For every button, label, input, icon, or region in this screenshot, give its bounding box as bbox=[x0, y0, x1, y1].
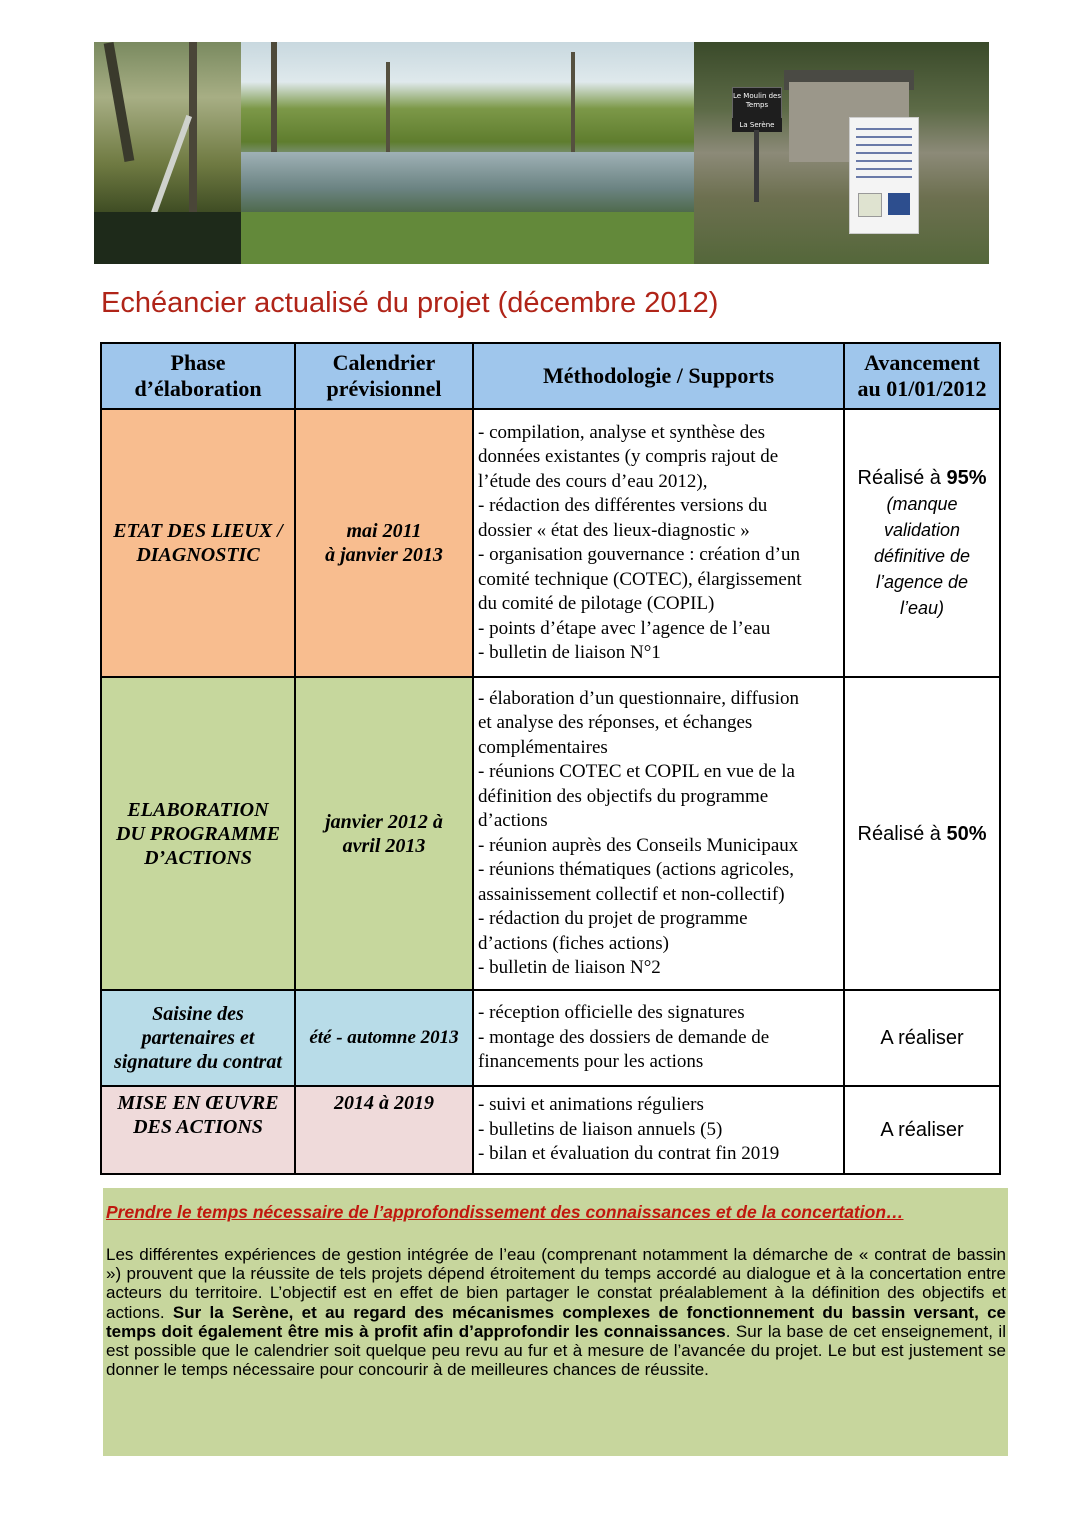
method-line: dossier « état des lieux-diagnostic » bbox=[478, 519, 750, 541]
note-body: Les différentes expériences de gestion intégrée de l’eau (comprenant notamment la démarche de « contrat de bassin ») prouvent que la réussite de tels projets dépend étroitement du temps accordé au dialogue et à la concertation entre acteurs du territoire. L’objectif est en effet de bien partager le constat préalablement à la définition des objectifs et actions. Sur la Serène, et au regard des mécanismes complexes de fonctionnement du bassin versant, ce temps doit également être mis à profit afin d’approfondir les connaissances. Sur la base de cet enseignement, il est possible que le calendrier soit quelque peu revu au fur et à mesure de l’avancée du projet. Le but est justement se donner le temps nécessaire pour concourir à de meilleures chances de réussite. bbox=[106, 1245, 1006, 1380]
method-line: - organisation gouvernance : création d’un bbox=[478, 544, 801, 565]
method-line: financements pour les actions bbox=[478, 1051, 704, 1073]
method-line: - réunion auprès des Conseils Municipaux bbox=[478, 834, 799, 856]
method-line: l’étude des cours d’eau 2012), bbox=[478, 470, 708, 492]
schedule-table bbox=[100, 342, 1001, 1175]
methods-cell bbox=[473, 1086, 844, 1174]
header-progress-line1: Avancement bbox=[864, 350, 980, 375]
photo-banner bbox=[94, 42, 989, 264]
method-line: - bulletins de liaison annuels (5) bbox=[478, 1118, 723, 1140]
phase-line: DU PROGRAMME bbox=[116, 822, 280, 845]
progress-percent: 50% bbox=[946, 822, 987, 845]
calendar-cell bbox=[295, 1086, 473, 1174]
table-row bbox=[101, 1086, 1000, 1174]
method-line: d’actions (fiches actions) bbox=[478, 932, 669, 954]
phase-cell bbox=[101, 990, 295, 1086]
phase-cell bbox=[101, 677, 295, 990]
method-line: et analyse des réponses, et échanges bbox=[478, 712, 753, 733]
table-row bbox=[101, 409, 1000, 677]
phase-cell bbox=[101, 409, 295, 677]
progress-status: Réalisé à 95% bbox=[857, 467, 987, 489]
calendar-line: mai 2011 bbox=[346, 520, 422, 542]
method-line: - bulletin de liaison N°2 bbox=[478, 957, 661, 978]
method-line: - réunions thématiques (actions agricoles, bbox=[478, 859, 795, 880]
methods-cell bbox=[473, 409, 844, 677]
header-calendar-line1: Calendrier bbox=[332, 350, 436, 375]
photo-mill-sign bbox=[694, 42, 989, 264]
progress-cell bbox=[844, 409, 1000, 677]
method-line: - compilation, analyse et synthèse des bbox=[478, 421, 766, 443]
method-line: - bilan et évaluation du contrat fin 2019 bbox=[478, 1143, 780, 1165]
table-header-row bbox=[101, 343, 1000, 409]
method-line: complémentaires bbox=[478, 736, 608, 758]
method-line: - montage des dossiers de demande de bbox=[478, 1026, 770, 1048]
progress-cell: A réaliser bbox=[844, 1086, 1000, 1174]
photo-river-bank bbox=[94, 42, 241, 264]
phase-cell bbox=[101, 1086, 295, 1174]
calendar-cell bbox=[295, 409, 473, 677]
calendar-cell bbox=[295, 990, 473, 1086]
method-line: définition des objectifs du programme bbox=[478, 785, 769, 807]
progress-note: (manque validation définitive de l’agence de l’eau) bbox=[873, 494, 971, 618]
method-line: d’actions bbox=[478, 810, 548, 831]
header-phase bbox=[101, 343, 295, 409]
method-line: - réception officielle des signatures bbox=[478, 1002, 745, 1024]
header-phase-line2: d’élaboration bbox=[134, 376, 262, 401]
method-line: - élaboration d’un questionnaire, diffusion bbox=[478, 687, 799, 709]
highlight-note-box bbox=[103, 1188, 1008, 1456]
mill-sign: Le Moulin des Temps bbox=[732, 87, 782, 123]
method-line: - points d’étape avec l’agence de l’eau bbox=[478, 617, 771, 639]
page-title: Echéancier actualisé du projet (décembre 2012) bbox=[101, 287, 719, 319]
progress-percent: 95% bbox=[946, 467, 987, 489]
table-row bbox=[101, 677, 1000, 990]
information-panel bbox=[849, 117, 919, 234]
header-calendar-line2: prévisionnel bbox=[326, 376, 442, 401]
method-line: - rédaction des différentes versions du bbox=[478, 495, 768, 516]
progress-cell: A réaliser bbox=[844, 990, 1000, 1086]
note-emphasis: Sur la Serène, et au regard des mécanismes complexes de fonctionnement du bassin versant, ce temps doit également être mis à profit afin d’approfondir les connaissances bbox=[106, 1302, 1006, 1341]
phase-line: ELABORATION bbox=[127, 798, 269, 821]
note-heading: Prendre le temps nécessaire de l’approfondissement des connaissances et de la concertation… bbox=[106, 1202, 904, 1222]
calendar-line: 2014 à 2019 bbox=[334, 1092, 434, 1114]
methods-cell bbox=[473, 677, 844, 990]
header-methods: Méthodologie / Supports bbox=[473, 343, 844, 409]
phase-line: DIAGNOSTIC bbox=[136, 544, 260, 566]
calendar-cell bbox=[295, 677, 473, 990]
calendar-line: été - automne 2013 bbox=[309, 1027, 459, 1048]
calendar-line: avril 2013 bbox=[342, 834, 426, 857]
methods-cell bbox=[473, 990, 844, 1086]
phase-line: MISE EN ŒUVRE bbox=[117, 1092, 279, 1114]
header-phase-line1: Phase bbox=[170, 350, 226, 375]
progress-cell bbox=[844, 677, 1000, 990]
river-sign: La Serène bbox=[732, 118, 782, 132]
photo-lake bbox=[241, 42, 694, 264]
phase-line: D’ACTIONS bbox=[144, 846, 252, 869]
header-progress bbox=[844, 343, 1000, 409]
method-line: du comité de pilotage (COPIL) bbox=[478, 593, 715, 614]
calendar-line: janvier 2012 à bbox=[325, 810, 443, 833]
phase-line: partenaires et bbox=[141, 1027, 255, 1049]
table-row bbox=[101, 990, 1000, 1086]
method-line: comité technique (COTEC), élargissement bbox=[478, 568, 802, 590]
method-line: - rédaction du projet de programme bbox=[478, 908, 748, 929]
phase-line: Saisine des bbox=[152, 1003, 244, 1025]
method-line: assainissement collectif et non-collectif) bbox=[478, 883, 785, 905]
phase-line: DES ACTIONS bbox=[133, 1116, 263, 1138]
progress-status: Réalisé à 50% bbox=[857, 822, 987, 845]
phase-line: signature du contrat bbox=[114, 1051, 282, 1073]
method-line: - bulletin de liaison N°1 bbox=[478, 642, 661, 663]
method-line: données existantes (y compris rajout de bbox=[478, 446, 779, 467]
header-calendar bbox=[295, 343, 473, 409]
method-line: - réunions COTEC et COPIL en vue de la bbox=[478, 761, 795, 782]
method-line: - suivi et animations réguliers bbox=[478, 1094, 704, 1116]
calendar-line: à janvier 2013 bbox=[325, 544, 443, 566]
phase-line: ETAT DES LIEUX / bbox=[113, 520, 283, 542]
header-progress-line2: au 01/01/2012 bbox=[857, 376, 987, 401]
